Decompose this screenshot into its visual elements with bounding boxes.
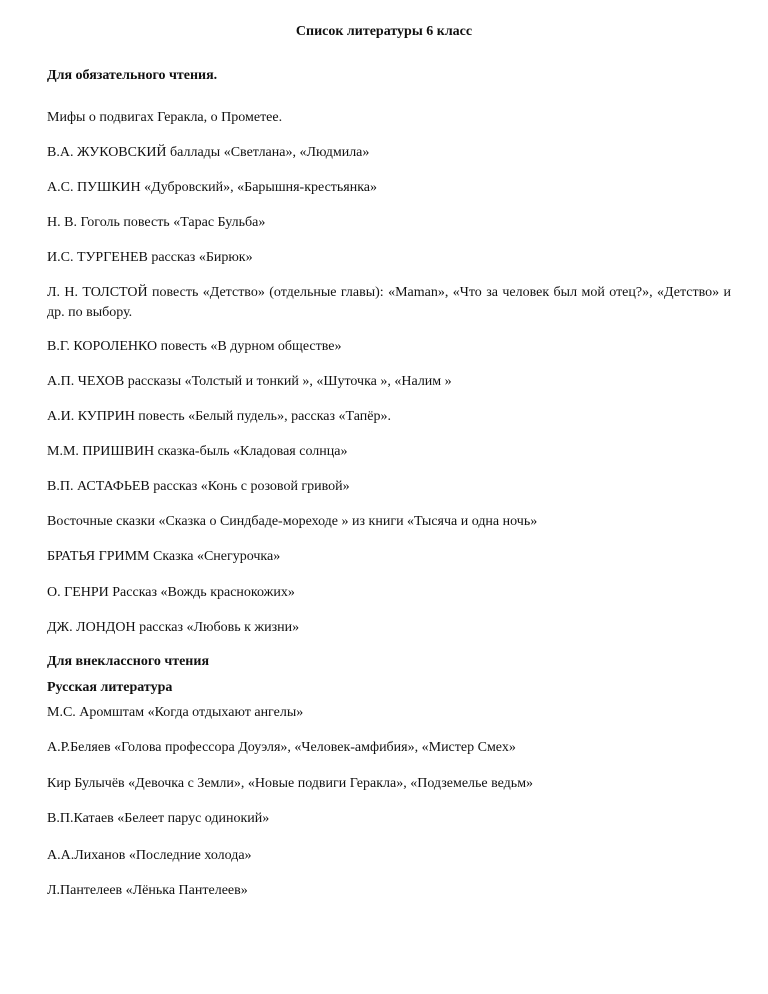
list-item: ДЖ. ЛОНДОН рассказ «Любовь к жизни» — [47, 620, 300, 635]
extracurricular-heading: Для внеклассного чтения — [47, 654, 210, 669]
list-item: А.Р.Беляев «Голова профессора Доуэля», «Человек-амфибия», «Мистер Смех» — [47, 740, 516, 755]
list-item: А.П. ЧЕХОВ рассказы «Толстый и тонкий », «Шуточка », «Налим » — [47, 374, 452, 389]
list-item: Восточные сказки «Сказка о Синдбаде-мореходе » из книги «Тысяча и одна ночь» — [47, 514, 538, 529]
list-item: В.П.Катаев «Белеет парус одинокий» — [47, 811, 270, 826]
list-item: В.Г. КОРОЛЕНКО повесть «В дурном обществе» — [47, 339, 342, 354]
list-item: А.И. КУПРИН повесть «Белый пудель», рассказ «Тапёр». — [47, 409, 391, 424]
list-item: БРАТЬЯ ГРИММ Сказка «Снегурочка» — [47, 549, 281, 564]
list-item: А.С. ПУШКИН «Дубровский», «Барышня-крестьянка» — [47, 180, 378, 195]
list-item: В.А. ЖУКОВСКИЙ баллады «Светлана», «Людмила» — [47, 145, 370, 160]
list-item: В.П. АСТАФЬЕВ рассказ «Конь с розовой гривой» — [47, 479, 350, 494]
list-item: Мифы о подвигах Геракла, о Прометее. — [47, 110, 283, 125]
list-item: Л. Н. ТОЛСТОЙ повесть «Детство» (отдельные главы): «Maman», «Что за человек был мой отец?», «Детство» и др. по выбору. — [47, 285, 731, 320]
list-item: Л.Пантелеев «Лёнька Пантелеев» — [47, 883, 248, 898]
list-item: М.С. Аромштам «Когда отдыхают ангелы» — [47, 705, 304, 720]
list-item: А.А.Лиханов «Последние холода» — [47, 848, 252, 863]
list-item: М.М. ПРИШВИН сказка-быль «Кладовая солнца» — [47, 444, 348, 459]
document-title: Список литературы 6 класс — [295, 24, 473, 39]
list-item: И.С. ТУРГЕНЕВ рассказ «Бирюк» — [47, 250, 253, 265]
russian-literature-heading: Русская литература — [47, 680, 173, 695]
list-item: Н. В. Гоголь повесть «Тарас Бульба» — [47, 215, 266, 230]
list-item: Кир Булычёв «Девочка с Земли», «Новые подвиги Геракла», «Подземелье ведьм» — [47, 776, 534, 791]
required-reading-heading: Для обязательного чтения. — [47, 68, 218, 83]
list-item: О. ГЕНРИ Рассказ «Вождь краснокожих» — [47, 585, 295, 600]
